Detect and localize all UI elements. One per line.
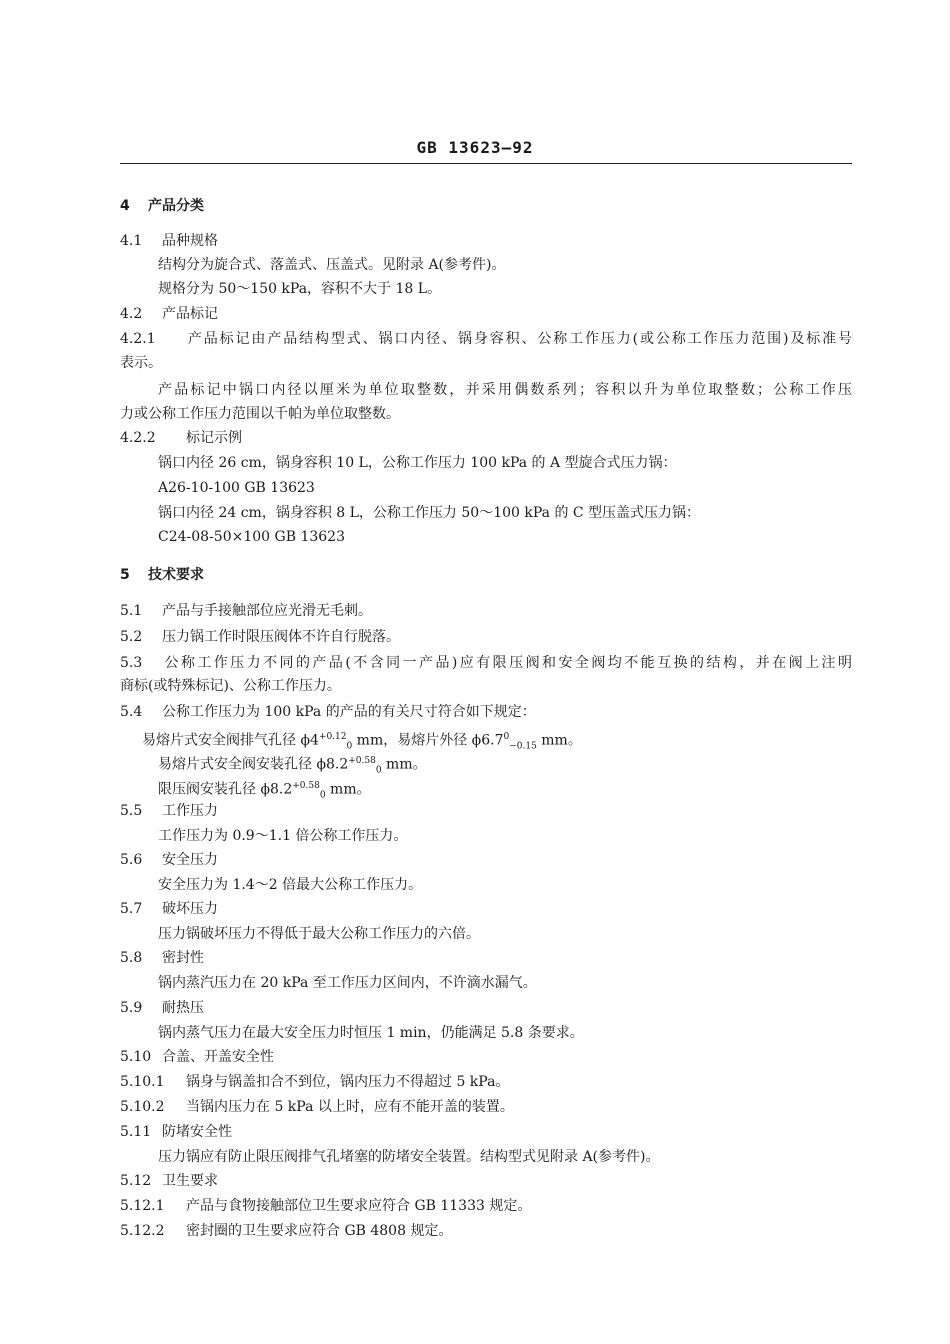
clause-title: 密封性: [162, 950, 204, 966]
text: 限压阀安装孔径 ϕ8.2: [158, 781, 293, 798]
clause-text: 压力锅工作时限压阀体不许自行脱落。: [162, 629, 400, 645]
clause-5-11: [120, 1123, 232, 1141]
clause-number: 5.4: [120, 704, 143, 720]
clause-text: 产品与手接触部位应光滑无毛刺。: [162, 603, 372, 619]
tolerance-lower: 0: [319, 790, 326, 801]
clause-5-3: [120, 654, 852, 672]
clause-5-6: [120, 851, 218, 869]
clause-5-7: [120, 900, 218, 918]
clause-5-4: [120, 703, 536, 721]
header-rule: [120, 163, 852, 164]
clause-number: 4.2.2: [120, 430, 156, 446]
clause-5-2: [120, 628, 400, 646]
dimension-line-2: [158, 752, 427, 779]
clause-5-1: [120, 602, 372, 620]
paragraph: 结构分为旋合式、落盖式、压盖式。见附录 A(参考件)。: [158, 257, 506, 273]
clause-5-12: [120, 1172, 218, 1190]
tolerance-upper: 0: [503, 732, 510, 742]
clause-5-10: [120, 1048, 274, 1066]
clause-number: 5.2: [120, 629, 143, 645]
section-5-heading: [120, 566, 204, 584]
clause-text: 当锅内压力在 5 kPa 以上时，应有不能开盖的装置。: [186, 1099, 514, 1115]
clause-number: 5.5: [120, 803, 143, 819]
clause-number: 5.10.1: [120, 1074, 165, 1090]
paragraph: 安全压力为 1.4～2 倍最大公称工作压力。: [158, 877, 423, 893]
example-text: 锅口内径 24 cm，锅身容积 8 L，公称工作压力 50～100 kPa 的 C 型压盖式压力锅：: [158, 505, 701, 521]
paragraph: 规格分为 50～150 kPa，容积不大于 18 L。: [158, 281, 442, 297]
dimension-line-3: [158, 777, 371, 804]
clause-title: 标记示例: [186, 430, 242, 446]
text: 易熔片式安全阀安装孔径 ϕ8.2: [158, 756, 349, 773]
clause-text: 锅身与锅盖扣合不到位，锅内压力不得超过 5 kPa。: [186, 1074, 510, 1090]
paragraph: 商标(或特殊标记)、公称工作压力。: [120, 678, 341, 694]
clause-number: 5.12: [120, 1173, 152, 1189]
clause-5-12-2: [120, 1222, 452, 1240]
clause-5-5: [120, 802, 218, 820]
clause-5-9: [120, 999, 204, 1017]
paragraph: 产品标记中锅口内径以厘米为单位取整数，并采用偶数系列；容积以升为单位取整数；公称工作压: [158, 382, 852, 398]
tolerance-upper: +0.58: [348, 756, 376, 766]
paragraph: 产品标记由产品结构型式、锅口内径、锅身容积、公称工作压力(或公称工作压力范围)及标准号: [186, 331, 852, 347]
clause-title: 合盖、开盖安全性: [162, 1049, 274, 1065]
clause-number: 5.9: [120, 1000, 143, 1016]
clause-4-2: [120, 305, 218, 323]
section-title: 产品分类: [148, 198, 204, 214]
paragraph: 压力锅破坏压力不得低于最大公称工作压力的六倍。: [158, 926, 480, 942]
tolerance-lower: 0: [375, 765, 382, 776]
example-code: C24-08-50×100 GB 13623: [158, 529, 345, 545]
clause-5-12-1: [120, 1197, 531, 1215]
clause-title: 产品标记: [162, 306, 218, 322]
clause-number: 5.10: [120, 1049, 152, 1065]
section-4-heading: [120, 197, 204, 215]
clause-number: 5.10.2: [120, 1099, 165, 1115]
text: mm。: [325, 781, 371, 798]
clause-text: 密封圈的卫生要求应符合 GB 4808 规定。: [186, 1223, 453, 1239]
clause-4-1: [120, 232, 218, 250]
clause-title: 破坏压力: [162, 901, 218, 917]
clause-number: 5.8: [120, 950, 143, 966]
paragraph: 锅内蒸气压力在最大安全压力时恒压 1 min，仍能满足 5.8 条要求。: [158, 1025, 584, 1041]
clause-number: 4.1: [120, 233, 143, 249]
clause-title: 卫生要求: [162, 1173, 218, 1189]
clause-5-10-2: [120, 1098, 514, 1116]
section-title: 技术要求: [148, 567, 204, 583]
clause-number: 4.2: [120, 306, 143, 322]
clause-title: 工作压力: [162, 803, 218, 819]
paragraph: 表示。: [120, 355, 162, 371]
clause-number: 5.12.2: [120, 1223, 165, 1239]
clause-number: 5.12.1: [120, 1198, 165, 1214]
clause-title: 安全压力: [162, 852, 218, 868]
tolerance-upper: +0.58: [292, 781, 320, 791]
text: mm。: [381, 756, 427, 773]
paragraph: 工作压力为 0.9～1.1 倍公称工作压力。: [158, 828, 408, 844]
text: 易熔片式安全阀排气孔径 ϕ4: [142, 732, 319, 749]
tolerance-lower: 0: [346, 741, 353, 752]
clause-text: 公称工作压力不同的产品(不含同一产品)应有限压阀和安全阀均不能互换的结构，并在阀上注明: [162, 655, 852, 671]
tolerance-upper: +0.12: [318, 732, 347, 742]
clause-number: 5.11: [120, 1124, 152, 1140]
text: mm，易熔片外径 ϕ6.7: [352, 732, 504, 749]
paragraph: 力或公称工作压力范围以千帕为单位取整数。: [120, 406, 400, 422]
clause-5-8: [120, 949, 204, 967]
clause-number: 4.2.1: [120, 331, 156, 347]
clause-title: 防堵安全性: [162, 1124, 232, 1140]
clause-text: 公称工作压力为 100 kPa 的产品的有关尺寸符合如下规定：: [162, 704, 536, 720]
clause-5-10-1: [120, 1073, 509, 1091]
section-number: 5: [120, 567, 130, 583]
clause-number: 5.3: [120, 655, 143, 671]
text: mm。: [536, 732, 582, 749]
clause-number: 5.1: [120, 603, 143, 619]
clause-4-2-2: [120, 429, 242, 447]
clause-text: 产品与食物接触部位卫生要求应符合 GB 11333 规定。: [186, 1198, 532, 1214]
clause-title: 耐热压: [162, 1000, 204, 1016]
example-code: A26-10-100 GB 13623: [158, 480, 315, 496]
example-text: 锅口内径 26 cm，锅身容积 10 L，公称工作压力 100 kPa 的 A 型旋合式压力锅：: [158, 455, 677, 471]
standard-code-header: GB 13623—92: [416, 138, 534, 157]
section-number: 4: [120, 198, 130, 214]
paragraph: 压力锅应有防止限压阀排气孔堵塞的防堵安全装置。结构型式见附录 A(参考件)。: [158, 1149, 660, 1165]
tolerance-lower: −0.15: [509, 741, 537, 752]
clause-number: 5.6: [120, 852, 143, 868]
clause-4-2-1: [120, 330, 852, 348]
clause-number: 5.7: [120, 901, 143, 917]
clause-title: 品种规格: [162, 233, 218, 249]
paragraph: 锅内蒸汽压力在 20 kPa 至工作压力区间内，不许滴水漏气。: [158, 975, 537, 991]
